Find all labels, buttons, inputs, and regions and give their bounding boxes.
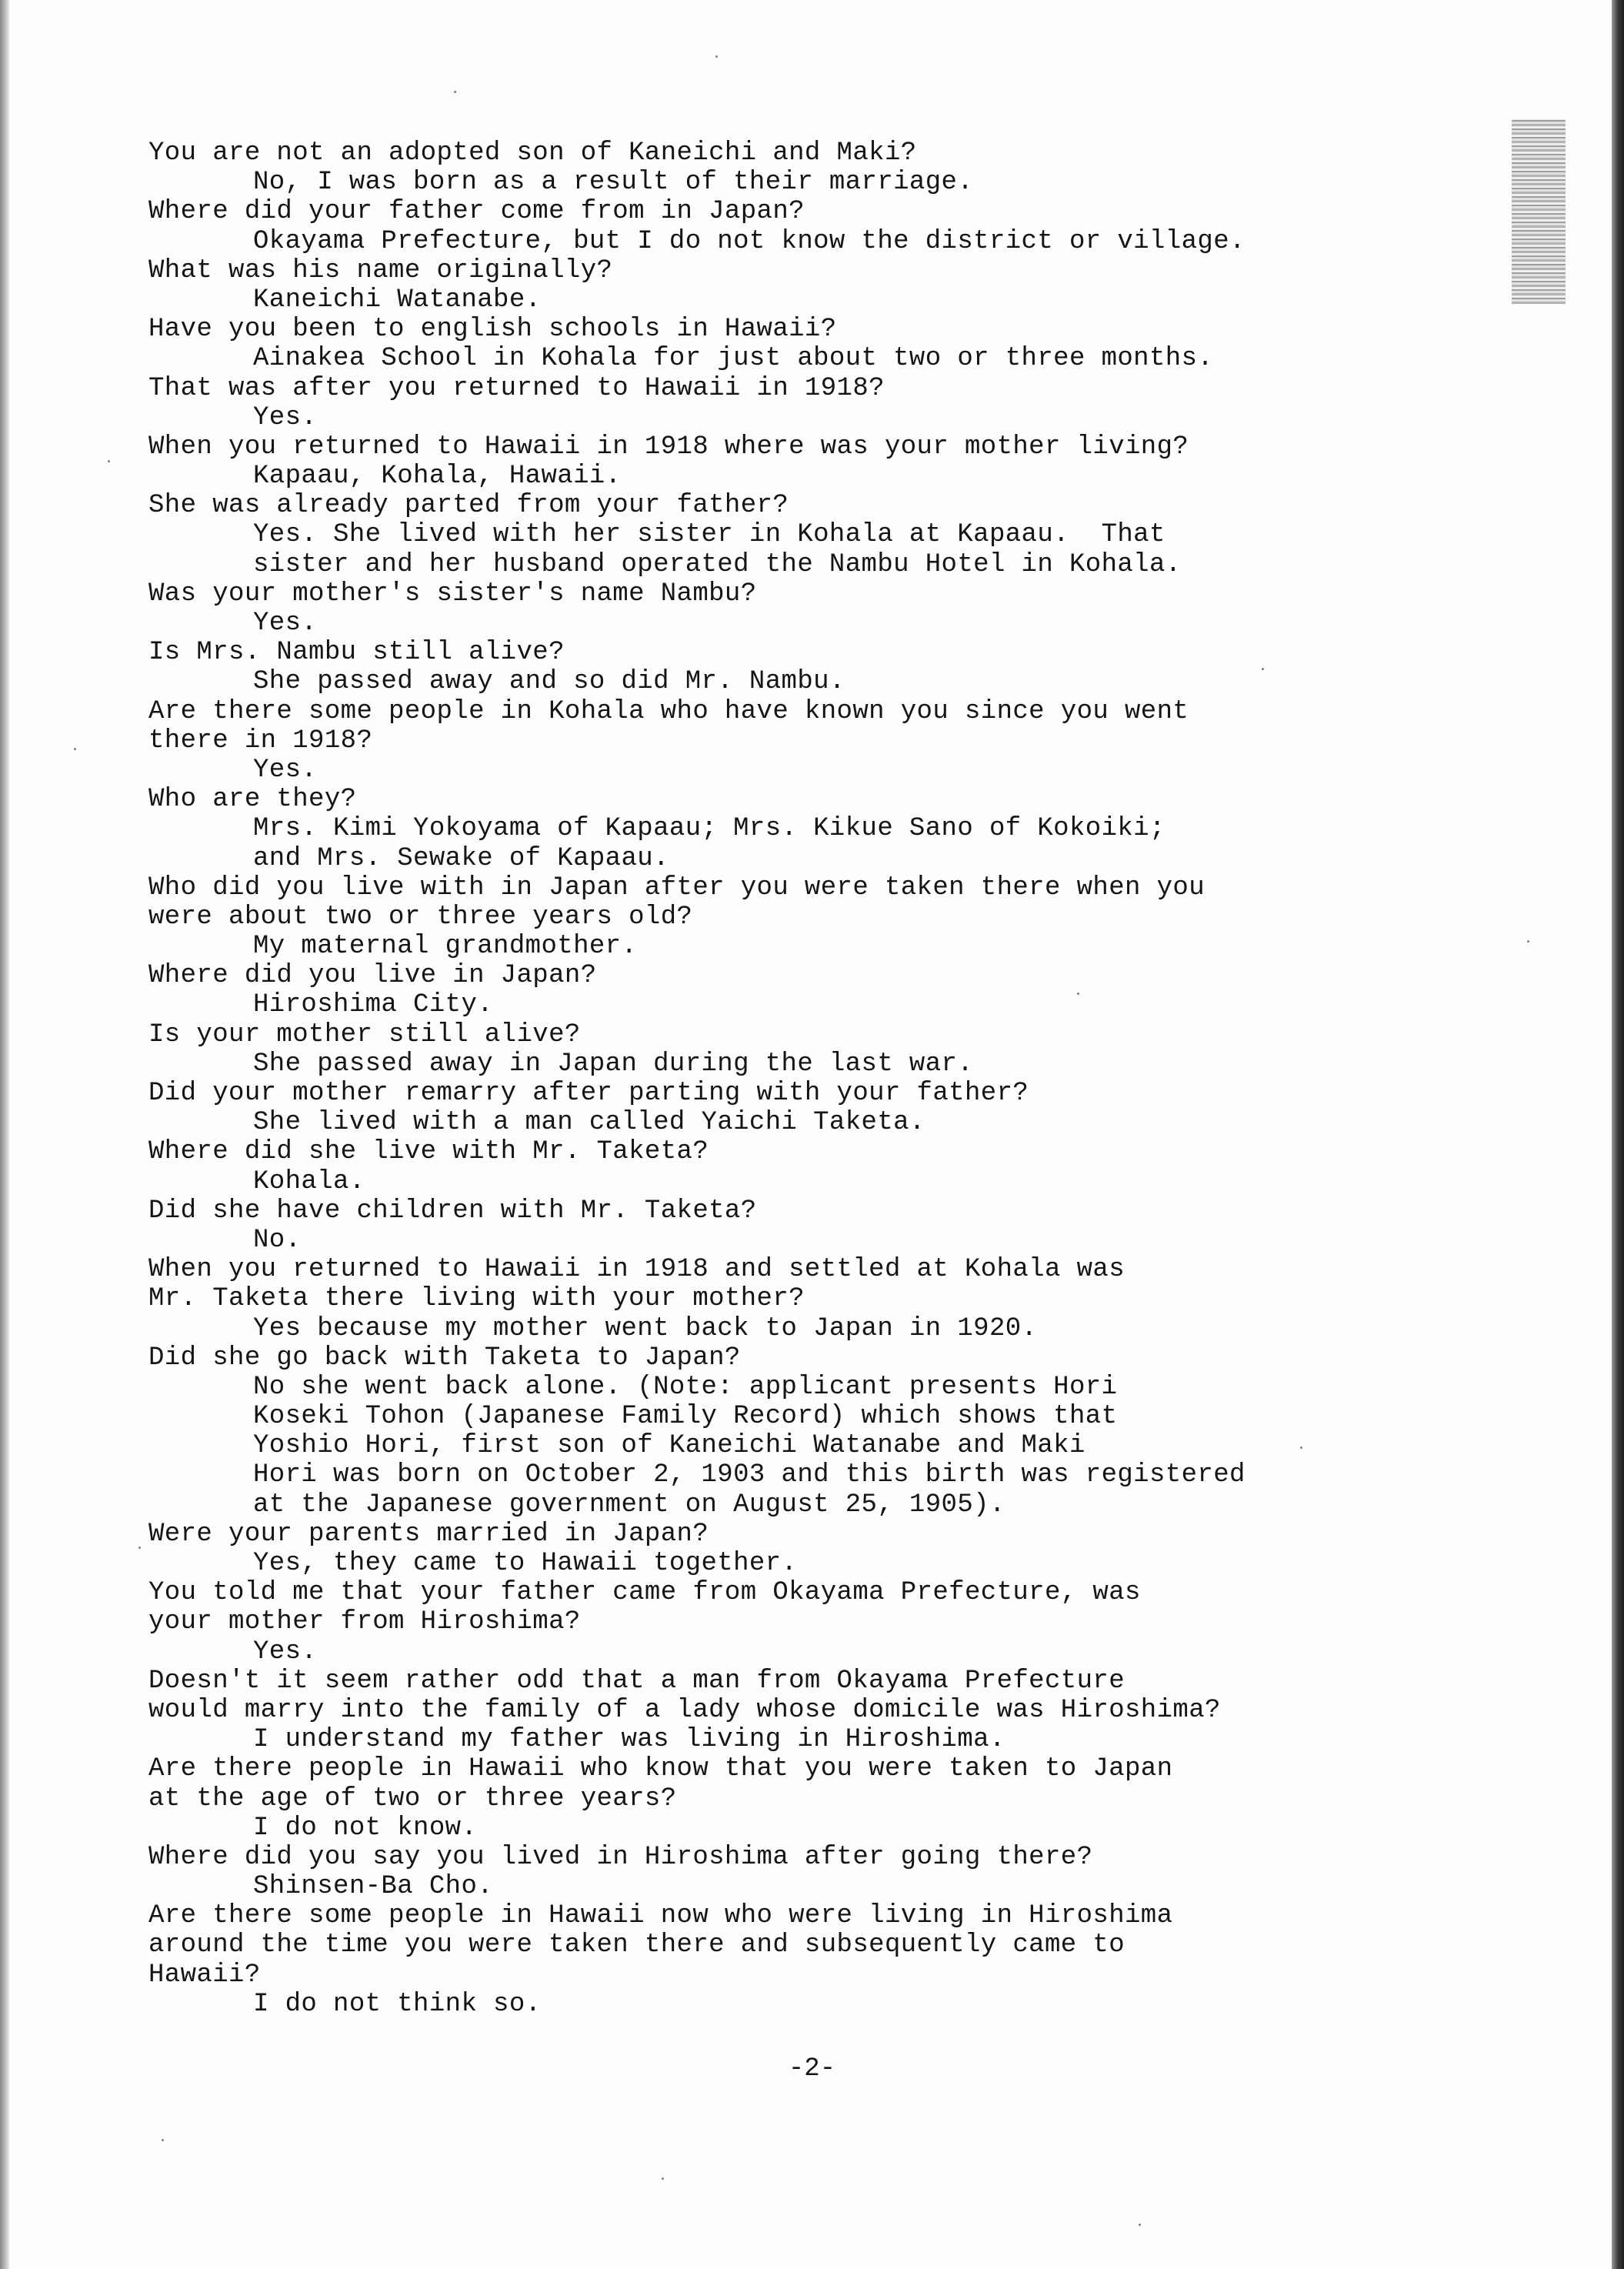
question-line: You told me that your father came from Okayama Prefecture, was	[148, 1578, 1141, 1608]
answer-line: Yes.	[253, 755, 318, 785]
scan-speck	[662, 2177, 664, 2180]
answer-line: at the Japanese government on August 25, 1905).	[253, 1490, 1005, 1520]
answer-line: Yes, they came to Hawaii together.	[253, 1549, 798, 1578]
answer-line: Yoshio Hori, first son of Kaneichi Watanabe and Maki	[253, 1431, 1085, 1461]
scan-speck	[1077, 993, 1079, 995]
answer-line: Yes because my mother went back to Japan in 1920.	[253, 1313, 1038, 1343]
answer-line: Okayama Prefecture, but I do not know the district or village.	[253, 226, 1246, 256]
question-line: Did she go back with Taketa to Japan?	[148, 1343, 741, 1373]
answer-line: Ainakea School in Kohala for just about two or three months.	[253, 344, 1214, 374]
question-line: Where did she live with Mr. Taketa?	[148, 1137, 709, 1167]
question-line: Where did you say you lived in Hiroshima after going there?	[148, 1842, 1093, 1872]
answer-line: Yes.	[253, 1637, 318, 1667]
answer-line: She passed away and so did Mr. Nambu.	[253, 667, 845, 697]
question-line: Have you been to english schools in Hawaii?	[148, 315, 837, 345]
answer-line: I do not think so.	[253, 1989, 542, 2019]
question-line: Where did your father come from in Japan?	[148, 197, 805, 227]
question-line: You are not an adopted son of Kaneichi and Maki?	[148, 138, 917, 168]
question-line: Were your parents married in Japan?	[148, 1519, 709, 1549]
question-line: around the time you were taken there and subsequently came to	[148, 1930, 1125, 1960]
scan-speck	[1139, 2224, 1141, 2226]
answer-line: Kapaau, Kohala, Hawaii.	[253, 462, 622, 492]
question-line: there in 1918?	[148, 726, 373, 756]
question-line: Are there some people in Kohala who have known you since you went	[148, 696, 1189, 726]
scan-speck	[1262, 668, 1264, 670]
answer-line: I do not know.	[253, 1813, 478, 1843]
answer-line: Yes. She lived with her sister in Kohala at Kapaau. That	[253, 520, 1165, 550]
question-line: Did she have children with Mr. Taketa?	[148, 1196, 757, 1226]
scan-speck	[715, 55, 718, 58]
question-line: your mother from Hiroshima?	[148, 1607, 581, 1637]
scan-speck	[108, 460, 110, 462]
answer-line: sister and her husband operated the Nambu Hotel in Kohala.	[253, 549, 1182, 579]
answer-line: She passed away in Japan during the last war.	[253, 1049, 974, 1079]
question-line: Who are they?	[148, 785, 357, 815]
answer-line: No she went back alone. (Note: applicant presents Hori	[253, 1372, 1118, 1402]
answer-line: I understand my father was living in Hiroshima.	[253, 1725, 1005, 1755]
answer-line: Koseki Tohon (Japanese Family Record) which shows that	[253, 1402, 1118, 1432]
question-line: Where did you live in Japan?	[148, 961, 597, 991]
scan-edge-right	[1612, 0, 1624, 2269]
answer-line: and Mrs. Sewake of Kapaau.	[253, 843, 669, 873]
question-line: Are there some people in Hawaii now who were living in Hiroshima	[148, 1901, 1173, 1931]
question-line: That was after you returned to Hawaii in 1918?	[148, 373, 885, 403]
scan-speck	[74, 748, 76, 750]
question-line: Are there people in Hawaii who know that you were taken to Japan	[148, 1754, 1173, 1784]
scan-edge-left	[0, 0, 9, 2269]
question-line: Doesn't it seem rather odd that a man from Okayama Prefecture	[148, 1666, 1125, 1696]
answer-line: Yes.	[253, 402, 318, 432]
answer-line: Hiroshima City.	[253, 990, 494, 1020]
answer-line: Yes.	[253, 609, 318, 638]
answer-line: Shinsen-Ba Cho.	[253, 1872, 494, 1902]
answer-line: Kohala.	[253, 1166, 365, 1196]
question-line: What was his name originally?	[148, 255, 613, 285]
scan-speck	[162, 2139, 164, 2141]
question-line: Hawaii?	[148, 1960, 261, 1990]
question-line: Who did you live with in Japan after you were taken there when you	[148, 873, 1205, 903]
question-line: She was already parted from your father?	[148, 491, 789, 521]
interview-transcript	[148, 138, 1379, 2019]
scan-speck	[454, 91, 456, 93]
question-line: Did your mother remarry after parting with your father?	[148, 1079, 1029, 1108]
question-line: Was your mother's sister's name Nambu?	[148, 579, 757, 609]
answer-line: No.	[253, 1225, 302, 1255]
question-line: Is Mrs. Nambu still alive?	[148, 638, 565, 668]
scan-speck	[138, 1547, 141, 1549]
question-line: When you returned to Hawaii in 1918 and settled at Kohala was	[148, 1255, 1125, 1285]
question-line: would marry into the family of a lady whose domicile was Hiroshima?	[148, 1695, 1221, 1725]
answer-line: She lived with a man called Yaichi Taketa.	[253, 1108, 925, 1138]
scan-speck	[1300, 1446, 1302, 1449]
page-number: -2-	[788, 2054, 836, 2084]
answer-line: Mrs. Kimi Yokoyama of Kapaau; Mrs. Kikue Sano of Kokoiki;	[253, 814, 1165, 844]
scan-speck	[1527, 940, 1529, 943]
question-line: Is your mother still alive?	[148, 1019, 581, 1049]
question-line: Mr. Taketa there living with your mother?	[148, 1284, 805, 1314]
answer-line: My maternal grandmother.	[253, 932, 638, 962]
answer-line: No, I was born as a result of their marriage.	[253, 168, 974, 198]
scan-artifact	[1512, 119, 1566, 304]
answer-line: Kaneichi Watanabe.	[253, 285, 542, 315]
question-line: were about two or three years old?	[148, 902, 693, 932]
answer-line: Hori was born on October 2, 1903 and this birth was registered	[253, 1460, 1246, 1490]
question-line: When you returned to Hawaii in 1918 where was your mother living?	[148, 432, 1189, 462]
question-line: at the age of two or three years?	[148, 1784, 677, 1814]
